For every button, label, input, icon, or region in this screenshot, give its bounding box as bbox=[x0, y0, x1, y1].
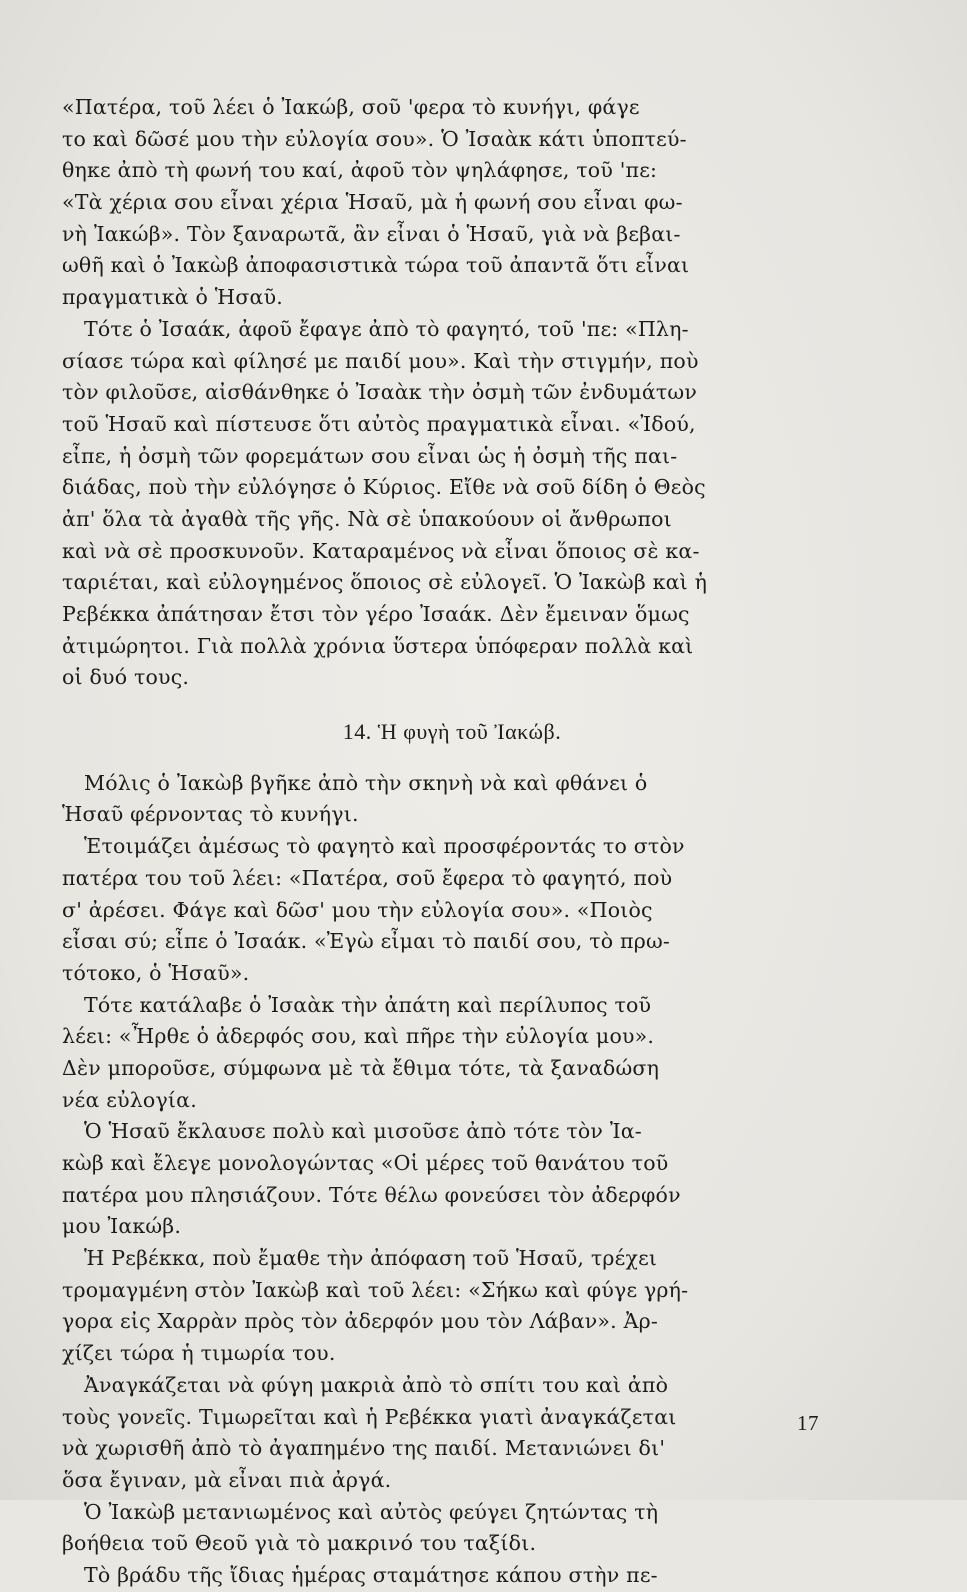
text-line: Τότε κατάλαβε ὁ Ἰσαὰκ τὴν ἀπάτη καὶ περίλυπος τοῦ bbox=[84, 992, 652, 1017]
text-line: καὶ νὰ σὲ προσκυνοῦν. Καταραμένος νὰ εἶναι ὅποιος σὲ κα- bbox=[62, 538, 700, 563]
text-line: Τὸ βράδυ τῆς ἴδιας ἡμέρας σταμάτησε κάπου στὴν πε- bbox=[84, 1562, 658, 1587]
text-line: Ἡσαῦ φέρνοντας τὸ κυνήγι. bbox=[62, 802, 359, 827]
text-line: τότοκο, ὁ Ἡσαῦ». bbox=[62, 960, 250, 985]
text-line: Ἀναγκάζεται νὰ φύγη μακριὰ ἀπὸ τὸ σπίτι του καὶ ἀπὸ bbox=[84, 1372, 669, 1397]
text-line: Μόλις ὁ Ἰακὼβ βγῆκε ἀπὸ τὴν σκηνὴ νὰ καὶ φθάνει ὁ bbox=[84, 770, 648, 795]
text-line: σ' ἀρέσει. Φάγε καὶ δῶσ' μου τὴν εὐλογία σου». «Ποιὸς bbox=[62, 897, 653, 922]
text-line: νὰ χωρισθῆ ἀπὸ τὸ ἀγαπημένο της παιδί. Μετανιώνει δι' bbox=[62, 1436, 666, 1461]
text-line: χίζει τώρα ἡ τιμωρία του. bbox=[62, 1341, 336, 1366]
chapter-heading: 14. Ἡ φυγὴ τοῦ Ἰακώβ. bbox=[342, 719, 562, 745]
text-line: το καὶ δῶσέ μου τὴν εὐλογία σου». Ὁ Ἰσαὰκ κάτι ὑποπτεύ- bbox=[62, 126, 687, 151]
text-line: Ἡ Ρεβέκκα, ποὺ ἔμαθε τὴν ἀπόφαση τοῦ Ἡσαῦ, τρέχει bbox=[84, 1246, 658, 1271]
text-line: ὅσα ἔγιναν, μὰ εἶναι πιὰ ἀργά. bbox=[62, 1467, 392, 1492]
text-line: Δὲν μποροῦσε, σύμφωνα μὲ τὰ ἔθιμα τότε, τὰ ξαναδώση bbox=[62, 1055, 660, 1080]
text-line: κὼβ καὶ ἔλεγε μονολογώντας «Οἱ μέρες τοῦ θανάτου τοῦ bbox=[62, 1151, 669, 1176]
text-line: διάδας, ποὺ τὴν εὐλόγησε ὁ Κύριος. Εἴθε νὰ σοῦ δίδη ὁ Θεὸς bbox=[62, 475, 706, 500]
text-line: οἱ δυό τους. bbox=[62, 665, 190, 690]
text-line: νὴ Ἰακώβ». Τὸν ξαναρωτᾶ, ἂν εἶναι ὁ Ἡσαῦ, γιὰ νὰ βεβαι- bbox=[62, 221, 681, 246]
text-line: λέει: «Ἦρθε ὁ ἀδερφός σου, καὶ πῆρε τὴν εὐλογία μου». bbox=[62, 1024, 655, 1049]
text-line: βοήθεια τοῦ Θεοῦ γιὰ τὸ μακρινό του ταξίδι. bbox=[62, 1531, 537, 1556]
body-text bbox=[62, 92, 822, 1592]
text-line: νέα εὐλογία. bbox=[62, 1087, 197, 1112]
text-line: ἀπ' ὅλα τὰ ἀγαθὰ τῆς γῆς. Νὰ σὲ ὑπακούουν οἱ ἄνθρωποι bbox=[62, 506, 672, 531]
text-line: σίασε τώρα καὶ φίλησέ με παιδί μου». Καὶ τὴν στιγμήν, ποὺ bbox=[62, 348, 699, 373]
text-line: «Πατέρα, τοῦ λέει ὁ Ἰακώβ, σοῦ 'φερα τὸ κυνήγι, φάγε bbox=[62, 95, 640, 119]
text-line: πατέρα μου πλησιάζουν. Τότε θέλω φονεύσει τὸν ἀδερφόν bbox=[62, 1182, 681, 1207]
text-line: Ρεβέκκα ἀπάτησαν ἔτσι τὸν γέρο Ἰσαάκ. Δὲν ἔμειναν ὅμως bbox=[62, 602, 690, 626]
text-line: γορα εἰς Χαρρὰν πρὸς τὸν ἀδερφόν μου τὸν Λάβαν». Ἀρ- bbox=[62, 1309, 658, 1334]
text-line: εἶσαι σύ; εἶπε ὁ Ἰσαάκ. «Ἐγὼ εἶμαι τὸ παιδί σου, τὸ πρω- bbox=[62, 929, 671, 954]
text-line: μου Ἰακώβ. bbox=[62, 1214, 182, 1239]
text-line: Ὁ Ἡσαῦ ἔκλαυσε πολὺ καὶ μισοῦσε ἀπὸ τότε τὸν Ἰα- bbox=[84, 1119, 642, 1144]
text-line: ἀτιμώρητοι. Γιὰ πολλὰ χρόνια ὕστερα ὑπόφεραν πολλὰ καὶ bbox=[62, 633, 694, 658]
text-line: ωθῆ καὶ ὁ Ἰακὼβ ἀποφασιστικὰ τώρα τοῦ ἀπαντᾶ ὅτι εἶναι bbox=[62, 253, 690, 278]
text-line: τοῦ Ἡσαῦ καὶ πίστευσε ὅτι αὐτὸς πραγματικὰ εἶναι. «Ἰδού, bbox=[62, 411, 696, 436]
text-line: Ὁ Ἰακὼβ μετανιωμένος καὶ αὐτὸς φεύγει ζητώντας τὴ bbox=[84, 1499, 659, 1524]
text-line: τὸν φιλοῦσε, αἰσθάνθηκε ὁ Ἰσαὰκ τὴν ὀσμὴ τῶν ἐνδυμάτων bbox=[62, 380, 697, 405]
text-line: ταριέται, καὶ εὐλογημένος ὅποιος σὲ εὐλογεῖ. Ὁ Ἰακὼβ καὶ ἡ bbox=[62, 570, 708, 595]
text-line: Ἑτοιμάζει ἀμέσως τὸ φαγητὸ καὶ προσφέροντάς το στὸν bbox=[84, 834, 685, 859]
text-line: «Τὰ χέρια σου εἶναι χέρια Ἡσαῦ, μὰ ἡ φωνή σου εἶναι φω- bbox=[62, 190, 683, 215]
text-line: τρομαγμένη στὸν Ἰακὼβ καὶ τοῦ λέει: «Σήκω καὶ φύγε γρή- bbox=[62, 1277, 689, 1302]
text-line: εἶπε, ἡ ὀσμὴ τῶν φορεμάτων σου εἶναι ὡς ἡ ὀσμὴ τῆς παι- bbox=[62, 443, 678, 468]
text-line: πραγματικὰ ὁ Ἡσαῦ. bbox=[62, 285, 283, 310]
text-line: Τότε ὁ Ἰσαάκ, ἀφοῦ ἔφαγε ἀπὸ τὸ φαγητό, τοῦ 'πε: «Πλη- bbox=[84, 316, 689, 341]
page-number: 17 bbox=[797, 1411, 819, 1435]
text-line: θηκε ἀπὸ τὴ φωνή του καί, ἀφοῦ τὸν ψηλάφησε, τοῦ 'πε: bbox=[62, 158, 658, 183]
text-line: πατέρα του τοῦ λέει: «Πατέρα, σοῦ ἔφερα τὸ φαγητό, ποὺ bbox=[62, 865, 673, 890]
text-line: τοὺς γονεῖς. Τιμωρεῖται καὶ ἡ Ρεβέκκα γιατὶ ἀναγκάζεται bbox=[62, 1404, 677, 1429]
